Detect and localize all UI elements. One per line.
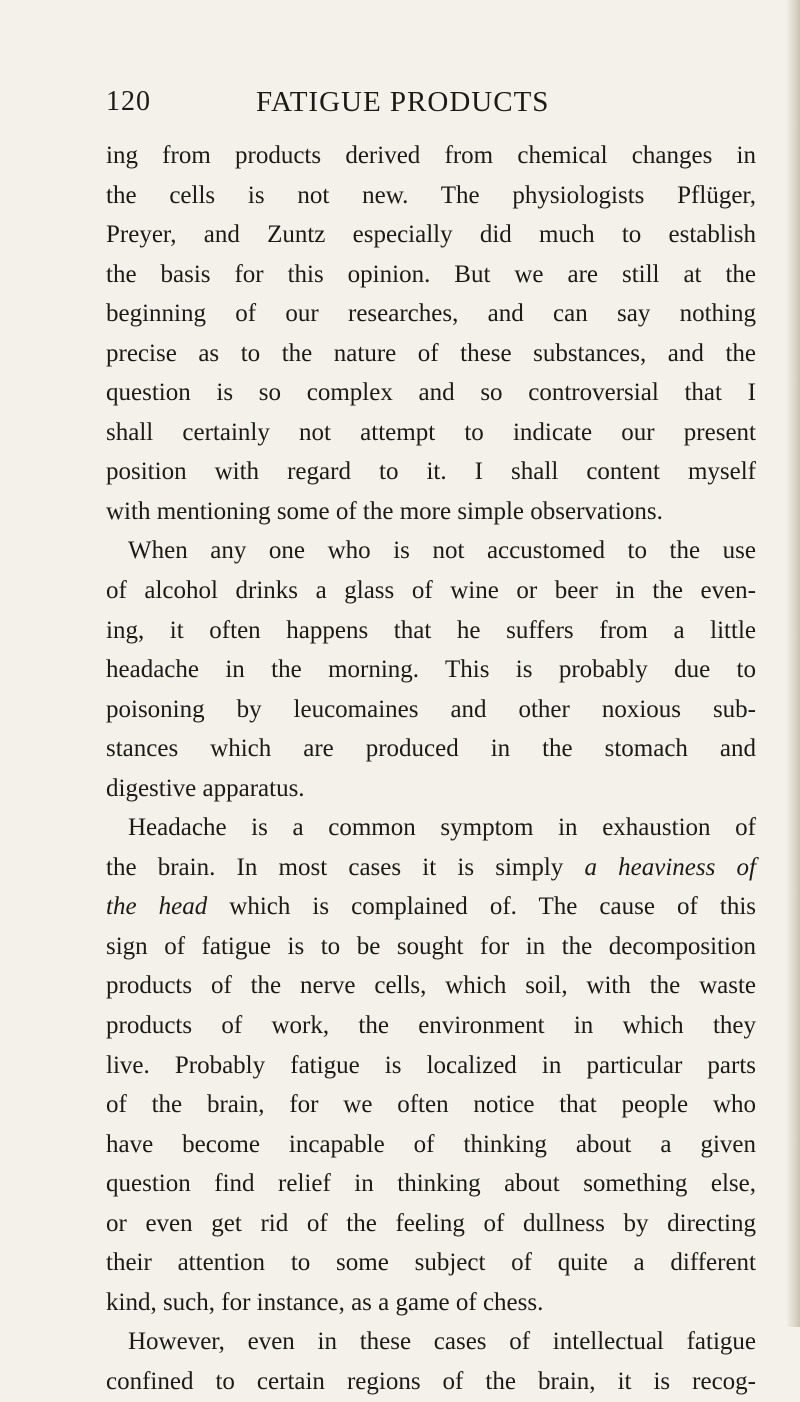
- text-line: headache in the morning. This is probably due to: [106, 656, 756, 684]
- running-title: FATIGUE PRODUCTS: [256, 86, 550, 118]
- text-line: precise as to the nature of these substances, and the: [106, 339, 756, 367]
- emphasis-text: a heaviness of: [584, 853, 756, 881]
- text-line: position with regard to it. I shall content myself: [106, 458, 756, 486]
- text-line-with-emphasis: [106, 848, 756, 888]
- text-line: kind, such, for instance, as a game of chess.: [106, 1288, 544, 1316]
- text-line: ing from products derived from chemical changes in: [106, 142, 756, 169]
- text-line: the cells is not new. The physiologists Pflüger,: [106, 181, 756, 209]
- text-line: question is so complex and so controversial that I: [106, 379, 756, 407]
- body-text: [106, 136, 756, 1402]
- text-segment: which is complained of. The cause of this: [229, 893, 757, 921]
- text-line: poisoning by leucomaines and other noxious sub-: [106, 695, 756, 723]
- text-line: confined to certain regions of the brain, it is recog-: [106, 1367, 756, 1395]
- page-edge-shadow: [786, 0, 800, 1327]
- page-number: 120: [106, 86, 151, 117]
- text-line: stances which are produced in the stomach and: [106, 735, 756, 763]
- text-line: digestive apparatus.: [106, 774, 305, 802]
- text-line: their attention to some subject of quite a different: [106, 1249, 756, 1277]
- text-line: shall certainly not attempt to indicate our present: [106, 418, 756, 446]
- paragraph-start-line: When any one who is not accustomed to the use: [128, 537, 756, 565]
- text-line: beginning of our researches, and can say nothing: [106, 300, 756, 328]
- paragraph-start-line: However, even in these cases of intellectual fatigue: [128, 1328, 756, 1356]
- text-line-with-emphasis: [106, 887, 756, 927]
- text-line: live. Probably fatigue is localized in particular parts: [106, 1051, 756, 1079]
- text-line: or even get rid of the feeling of dullness by directing: [106, 1209, 756, 1237]
- emphasis-text: the head: [106, 893, 208, 921]
- text-line: question find relief in thinking about something else,: [106, 1170, 756, 1198]
- text-line: Preyer, and Zuntz especially did much to establish: [106, 221, 756, 249]
- text-line: ing, it often happens that he suffers from a little: [106, 616, 756, 644]
- text-line: of alcohol drinks a glass of wine or beer in the even-: [106, 577, 756, 605]
- text-line: products of the nerve cells, which soil, with the waste: [106, 972, 756, 1000]
- text-line: with mentioning some of the more simple observations.: [106, 497, 663, 525]
- text-line: of the brain, for we often notice that people who: [106, 1091, 756, 1119]
- paragraph-start-line: Headache is a common symptom in exhaustion of: [128, 814, 756, 842]
- text-line: sign of fatigue is to be sought for in the decomposition: [106, 932, 756, 960]
- text-line: the basis for this opinion. But we are still at the: [106, 260, 756, 288]
- page-header: [106, 86, 756, 126]
- text-segment: the brain. In most cases it is simply: [106, 853, 564, 881]
- text-line: have become incapable of thinking about a given: [106, 1130, 756, 1158]
- text-line: products of work, the environment in which they: [106, 1012, 756, 1040]
